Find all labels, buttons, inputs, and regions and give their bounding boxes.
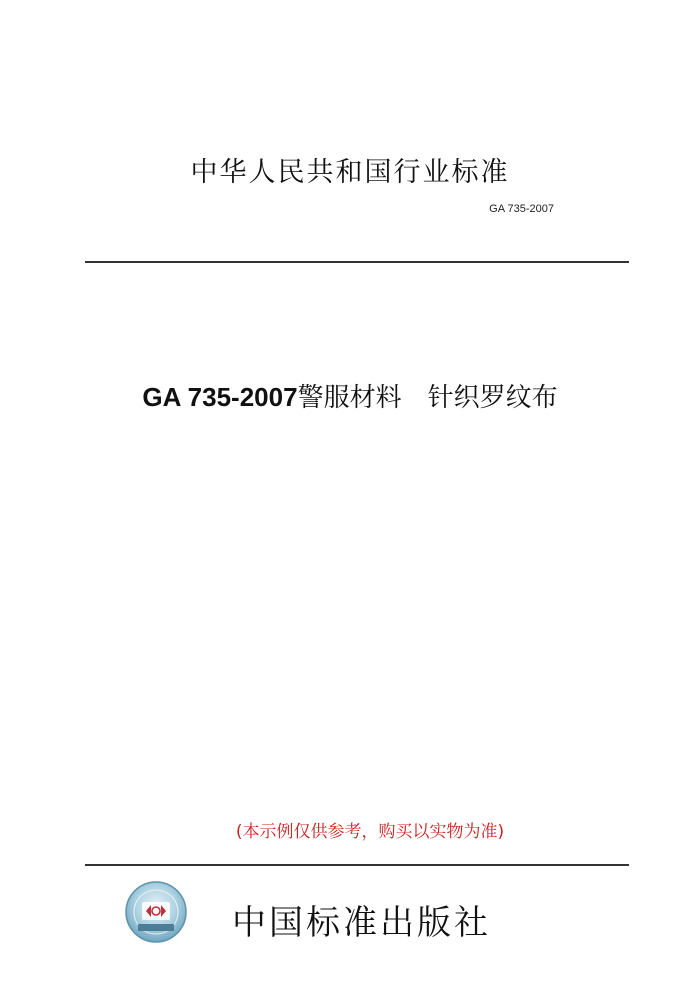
top-divider xyxy=(85,261,629,263)
document-code: GA 735-2007 xyxy=(142,382,298,412)
sample-notice: (本示例仅供参考，购买以实物为准) xyxy=(235,822,505,842)
bottom-divider xyxy=(85,864,629,866)
document-title-text: 警服材料 针织罗纹布 xyxy=(297,383,558,413)
publisher-seal-icon xyxy=(124,880,188,944)
standard-category-title: 中华人民共和国行业标准 xyxy=(190,157,510,188)
publisher-name: 中国标准出版社 xyxy=(232,903,491,943)
standard-code: GA 735-2007 xyxy=(489,203,554,215)
document-title xyxy=(0,377,700,414)
